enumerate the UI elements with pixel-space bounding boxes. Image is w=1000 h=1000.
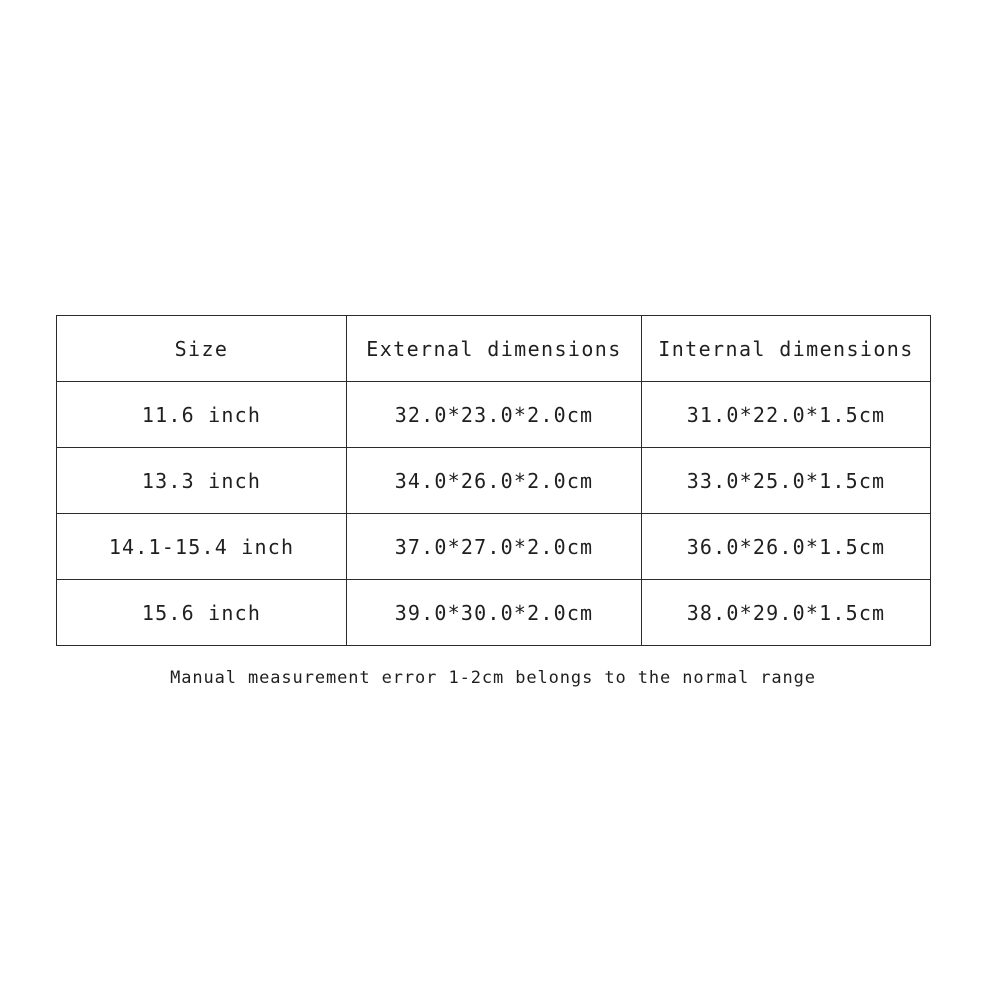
cell-internal: 33.0*25.0*1.5cm	[642, 448, 931, 514]
column-header-external-dimensions: External dimensions	[347, 316, 642, 382]
cell-size: 13.3 inch	[57, 448, 347, 514]
cell-external: 37.0*27.0*2.0cm	[347, 514, 642, 580]
cell-internal: 36.0*26.0*1.5cm	[642, 514, 931, 580]
cell-internal: 38.0*29.0*1.5cm	[642, 580, 931, 646]
cell-internal: 31.0*22.0*1.5cm	[642, 382, 931, 448]
cell-external: 39.0*30.0*2.0cm	[347, 580, 642, 646]
cell-size: 14.1-15.4 inch	[57, 514, 347, 580]
measurement-note: Manual measurement error 1-2cm belongs to the normal range	[170, 668, 816, 688]
table-row	[57, 448, 931, 514]
table-row	[57, 514, 931, 580]
table-header-row	[57, 316, 931, 382]
cell-size: 11.6 inch	[57, 382, 347, 448]
cell-external: 34.0*26.0*2.0cm	[347, 448, 642, 514]
table-row	[57, 580, 931, 646]
size-chart-table	[56, 315, 931, 646]
table-row	[57, 382, 931, 448]
column-header-internal-dimensions: Internal dimensions	[642, 316, 931, 382]
column-header-size: Size	[57, 316, 347, 382]
cell-external: 32.0*23.0*2.0cm	[347, 382, 642, 448]
cell-size: 15.6 inch	[57, 580, 347, 646]
